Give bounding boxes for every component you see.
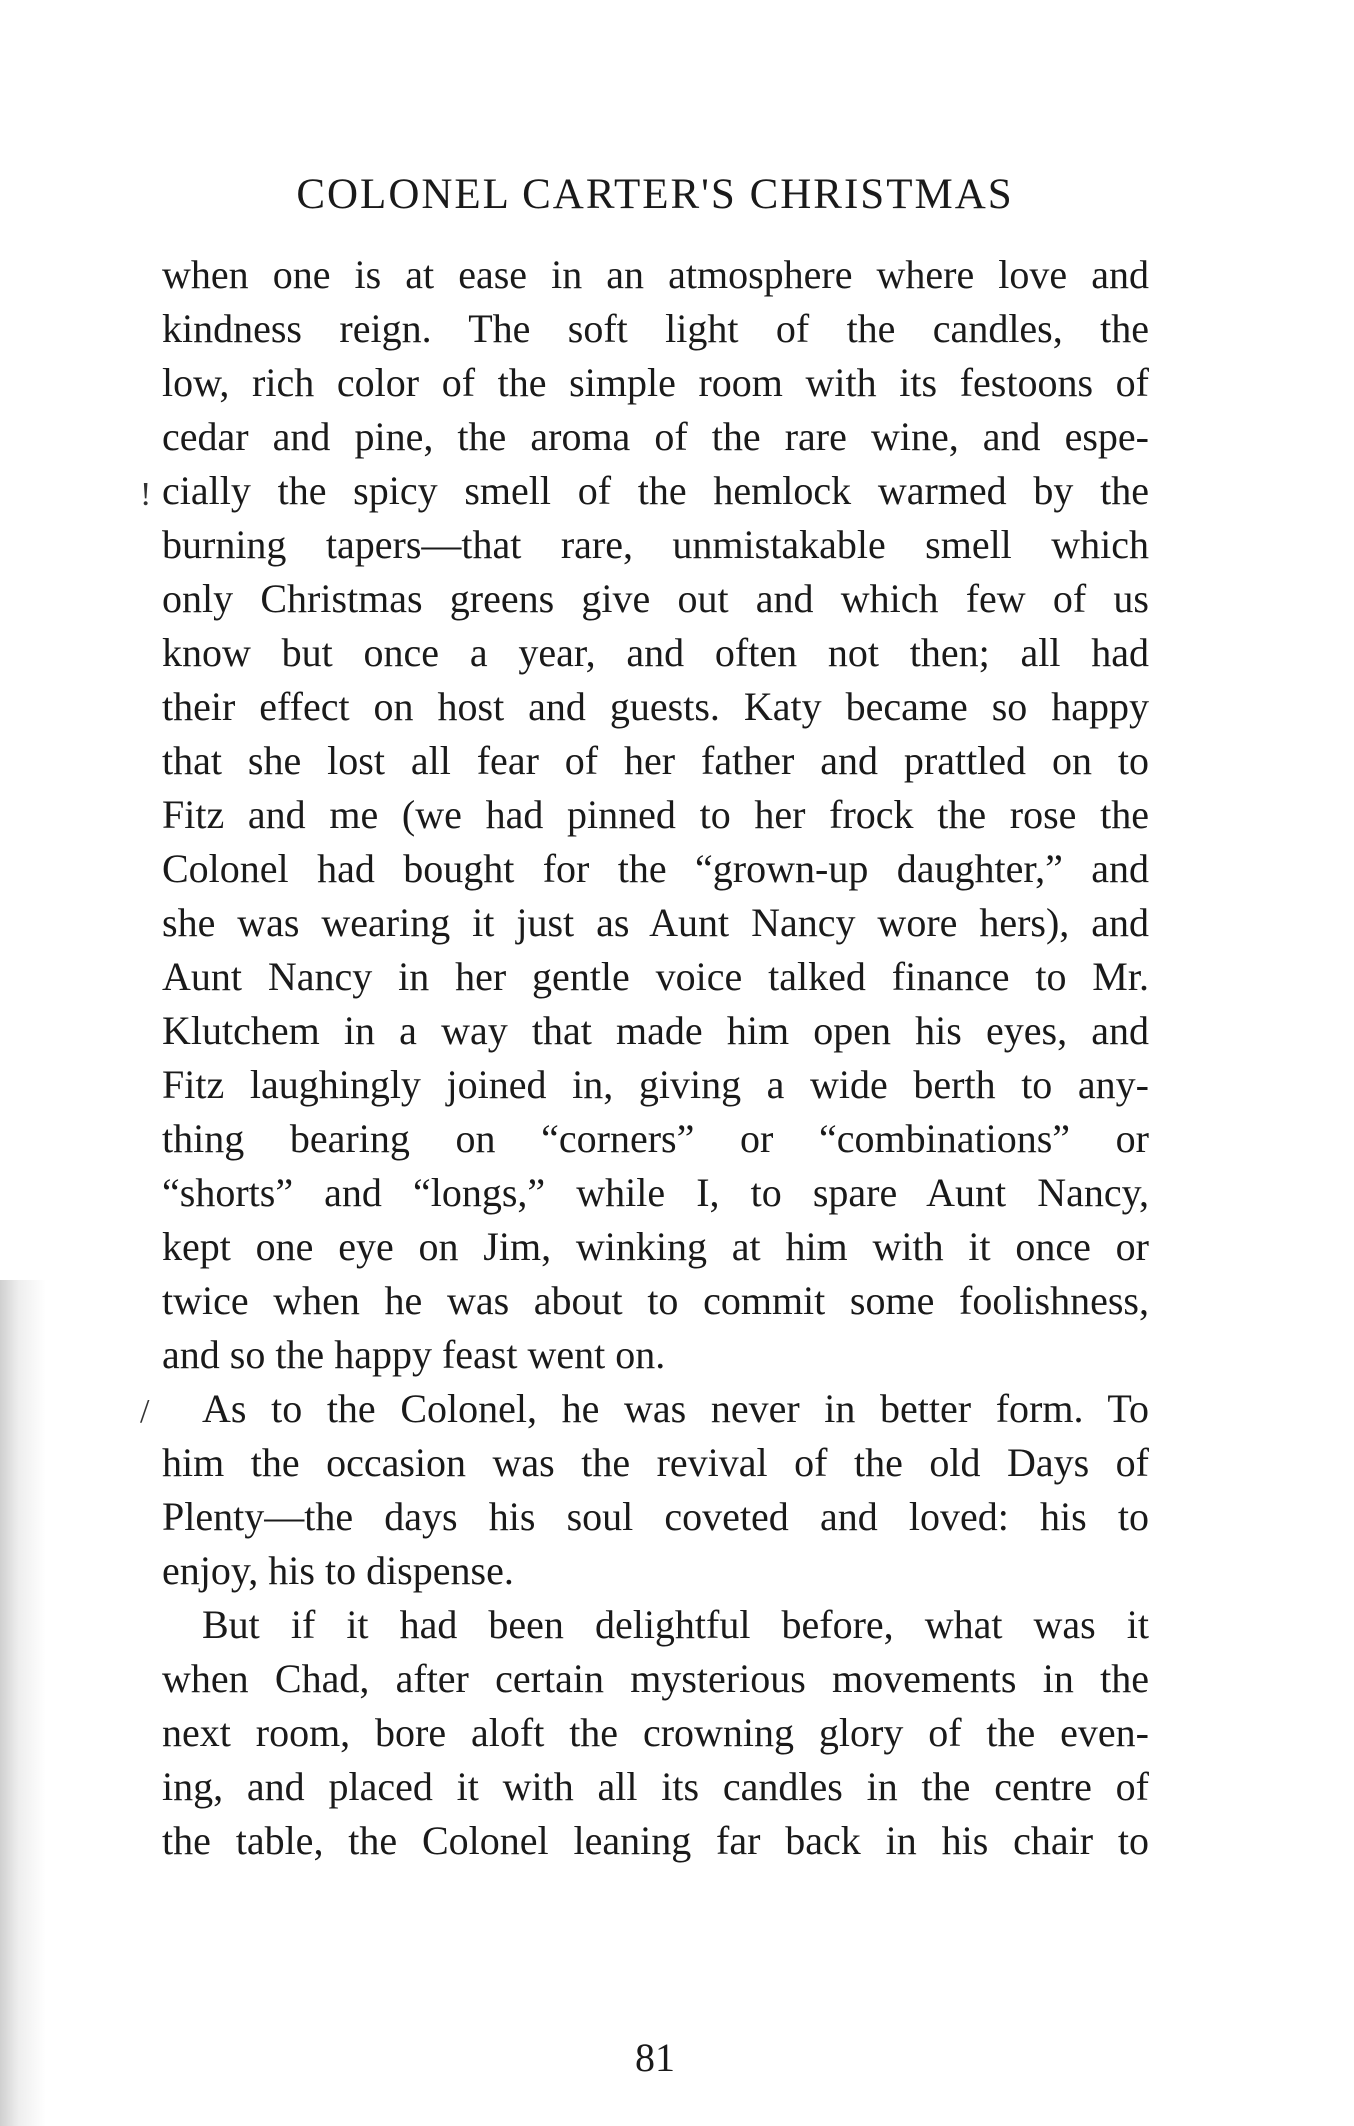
text-line: him the occasion was the revival of the old Days of [162, 1440, 1149, 1485]
text-line: when one is at ease in an atmosphere where love and [162, 252, 1149, 297]
text-line: As to the Colonel, he was never in better form. To [202, 1386, 1149, 1431]
text-line: kept one eye on Jim, winking at him with it once or [162, 1224, 1149, 1269]
page-number: 81 [635, 2035, 675, 2080]
text-line: the table, the Colonel leaning far back in his chair to [162, 1818, 1149, 1863]
text-line: “shorts” and “longs,” while I, to spare Aunt Nancy, [162, 1170, 1149, 1215]
body-text [162, 248, 1149, 1868]
text-line: know but once a year, and often not then; all had [162, 630, 1149, 675]
text-line: kindness reign. The soft light of the candles, the [162, 306, 1149, 351]
running-head: COLONEL CARTER'S CHRISTMAS [296, 171, 1014, 218]
text-line: only Christmas greens give out and which few of us [162, 576, 1149, 621]
text-line: Fitz and me (we had pinned to her frock the rose the [162, 792, 1149, 837]
text-line: But if it had been delightful before, what was it [202, 1602, 1149, 1647]
text-line: twice when he was about to commit some foolishness, [162, 1278, 1149, 1323]
text-line: and so the happy feast went on. [162, 1332, 666, 1377]
text-line: ing, and placed it with all its candles in the centre of [162, 1764, 1149, 1809]
binding-edge-shadow [0, 1280, 46, 2126]
text-line: enjoy, his to dispense. [162, 1548, 514, 1593]
margin-mark: / [140, 1393, 150, 1430]
text-line: Colonel had bought for the “grown-up daughter,” and [162, 846, 1149, 891]
text-line: their effect on host and guests. Katy became so happy [162, 684, 1149, 729]
text-line: that she lost all fear of her father and prattled on to [162, 738, 1149, 783]
margin-mark: ! [140, 476, 152, 513]
text-line: low, rich color of the simple room with its festoons of [162, 360, 1149, 405]
text-line: when Chad, after certain mysterious movements in the [162, 1656, 1149, 1701]
text-line: cially the spicy smell of the hemlock warmed by the [162, 468, 1149, 513]
text-line: she was wearing it just as Aunt Nancy wore hers), and [162, 900, 1149, 945]
text-line: cedar and pine, the aroma of the rare wine, and espe- [162, 414, 1149, 459]
text-line: burning tapers—that rare, unmistakable smell which [162, 522, 1149, 567]
text-line: Aunt Nancy in her gentle voice talked finance to Mr. [162, 954, 1149, 999]
text-line: Klutchem in a way that made him open his eyes, and [162, 1008, 1149, 1053]
text-line: Fitz laughingly joined in, giving a wide berth to any- [162, 1062, 1149, 1107]
text-line: Plenty—the days his soul coveted and loved: his to [162, 1494, 1149, 1539]
text-line: next room, bore aloft the crowning glory of the even- [162, 1710, 1149, 1755]
text-line: thing bearing on “corners” or “combinations” or [162, 1116, 1149, 1161]
